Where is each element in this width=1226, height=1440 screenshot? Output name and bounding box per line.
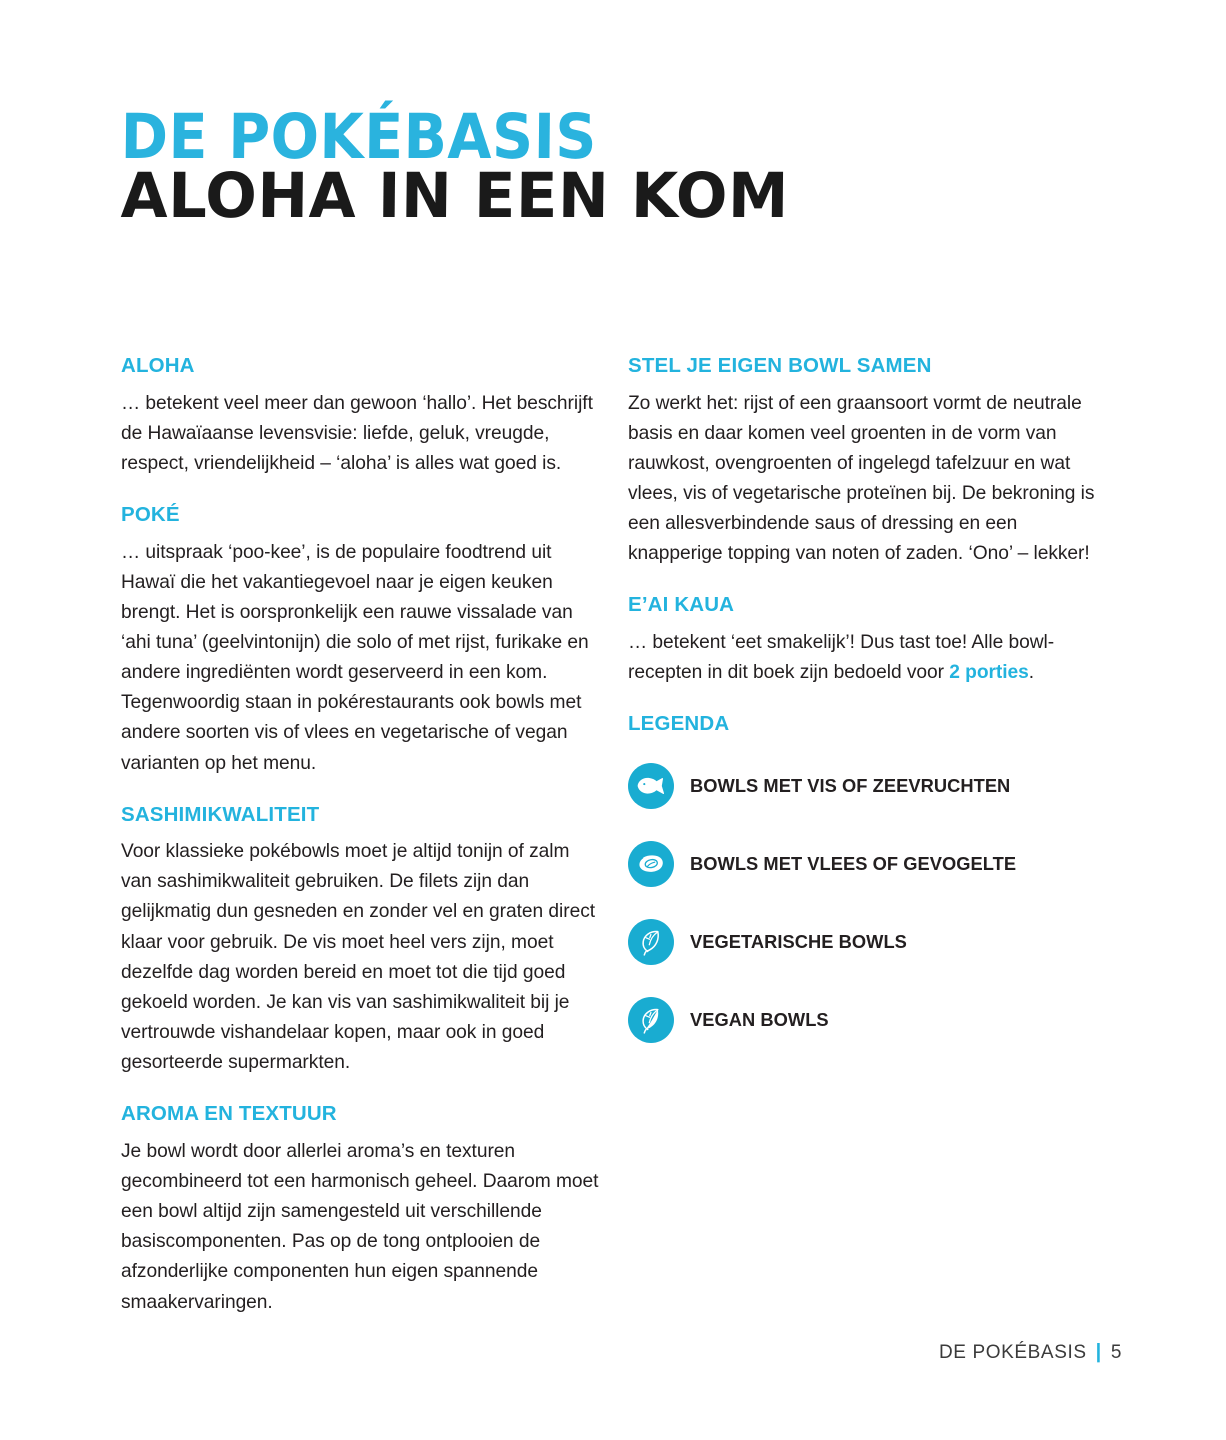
title-line-primary: DE POKÉBASIS [120, 100, 598, 173]
heading-eai-kaua: E’AI KAUA [628, 593, 735, 617]
section-stel-je-eigen-bowl-samen [628, 355, 1108, 569]
section-legenda [628, 713, 1108, 1059]
heading-stel-je-eigen-bowl-samen: STEL JE EIGEN BOWL SAMEN [628, 354, 932, 377]
eai-kaua-text-tail: . [1028, 662, 1035, 684]
section-eai-kaua [628, 594, 1108, 688]
heading-legenda: LEGENDA [628, 712, 730, 736]
eai-kaua-text-lead: … betekent ‘eet smakelijk’! Dus tast toe! Alle bowl-recepten in dit boek zijn bedoeld voor [628, 631, 1055, 684]
heading-aloha: ALOHA [121, 354, 195, 377]
fish-icon [628, 763, 674, 809]
section-aloha [121, 355, 601, 479]
page-footer [939, 1341, 1122, 1364]
title-line-secondary: ALOHA IN EEN KOM [120, 159, 790, 233]
footer-page-number: 5 [1110, 1342, 1122, 1363]
paragraph-poke: … uitspraak ‘poo-kee’, is de populaire foodtrend uit Hawaï die het vakantiegevoel naar je eigen keuken brengt. Het is oorspronkelijk een rauwe vissalade van ‘ahi tuna’ (geelvintonijn) die solo of met rijst, furikake en andere ingrediënten wordt geserveerd in een kom. Tegenwoordig staan in pokérestaurants ook bowls met andere soorten vis of vlees en vegetarische of vegan varianten op het menu. [121, 541, 589, 774]
leaf-outline-icon [628, 919, 674, 965]
left-column [121, 355, 601, 1318]
paragraph-stel-je-eigen-bowl-samen: Zo werkt het: rijst of een graansoort vormt de neutrale basis en daar komen veel groenten in de vorm van rauwkost, ovengroenten of ingelegd tafelzuur en wat vlees, vis of vegetarische proteïnen bij. De bekroning is een allesverbindende saus of dressing en een knapperige topping van noten of zaden. ‘Ono’ – lekker! [628, 392, 1095, 565]
section-poke [121, 504, 601, 779]
meat-cut-icon [628, 841, 674, 887]
paragraph-sashimikwaliteit: Voor klassieke pokébowls moet je altijd tonijn of zalm van sashimikwaliteit gebruiken. De filets zijn dan gelijkmatig dun gesneden en zonder vel en graten direct klaar voor gebruik. De vis moet heel vers zijn, moet dezelfde dag worden bereid en moet tot die tijd goed gekoeld worden. Je kan vis van sashimikwaliteit bij je vertrouwde vishandelaar kopen, maar ook in goed gesorteerde supermarkten. [121, 841, 596, 1074]
section-sashimikwaliteit [121, 804, 601, 1079]
footer-separator: | [1095, 1341, 1102, 1363]
section-aroma-en-textuur [121, 1103, 601, 1317]
legend-item-vegan [628, 981, 1108, 1059]
legend-label-meat: BOWLS MET VLEES OF GEVOGELTE [690, 852, 1017, 874]
legend-label-vegan: VEGAN BOWLS [690, 1008, 829, 1030]
paragraph-aroma-en-textuur: Je bowl wordt door allerlei aroma’s en texturen gecombineerd tot een harmonisch geheel. Daarom moet een bowl altijd zijn samengesteld uit verschillende basiscomponenten. Pas op de tong ontplooien de afzonderlijke componenten hun eigen spannende smaakervaringen. [121, 1140, 599, 1313]
heading-aroma-en-textuur: AROMA EN TEXTUUR [121, 1102, 337, 1126]
legend-label-vegetarian: VEGETARISCHE BOWLS [690, 930, 907, 952]
content-columns [121, 355, 1125, 1318]
eai-kaua-portions-accent: 2 porties [949, 662, 1029, 684]
legend-item-fish [628, 747, 1108, 825]
right-column [628, 355, 1108, 1318]
legend-item-vegetarian [628, 903, 1108, 981]
paragraph-aloha: … betekent veel meer dan gewoon ‘hallo’. Het beschrijft de Hawaïaanse levensvisie: liefde, geluk, vreugde, respect, vriendelijkheid – ‘aloha’ is alles wat goed is. [121, 392, 593, 474]
leaf-filled-icon [628, 997, 674, 1043]
footer-chapter-title: DE POKÉBASIS [938, 1342, 1087, 1363]
legend-label-fish: BOWLS MET VIS OF ZEEVRUCHTEN [690, 774, 1011, 796]
legend-item-meat [628, 825, 1108, 903]
legend-list [628, 747, 1108, 1059]
paragraph-eai-kaua [628, 628, 1108, 688]
heading-sashimikwaliteit: SASHIMIKWALITEIT [121, 802, 320, 826]
page-title [120, 100, 821, 233]
heading-poke: POKÉ [121, 502, 180, 526]
